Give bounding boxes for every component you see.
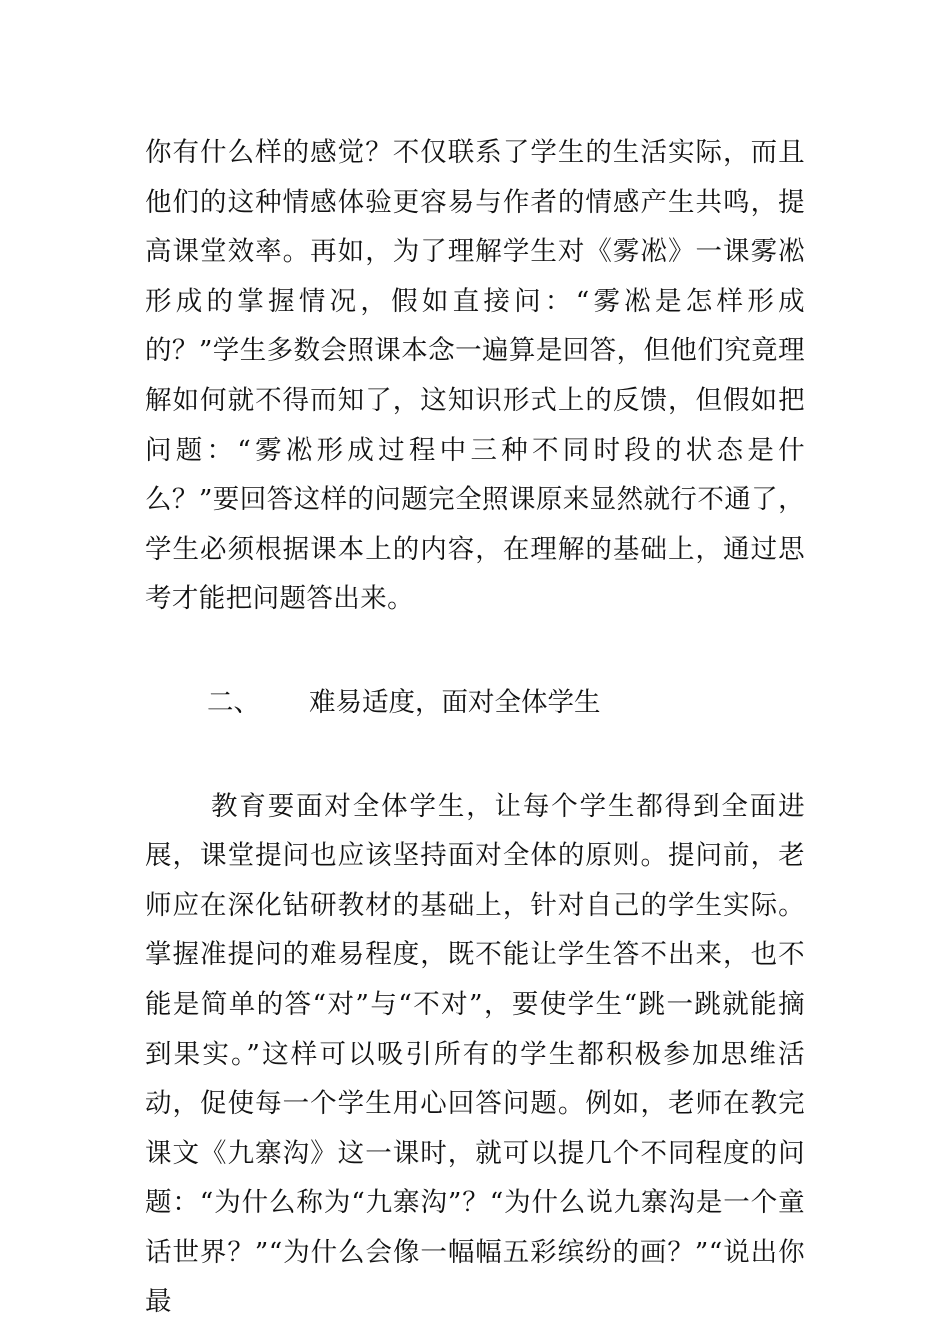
document-page [145, 128, 805, 1327]
section-title: 难易适度，面对全体学生 [309, 686, 601, 718]
paragraph-spacer [145, 728, 805, 782]
body-paragraph-1: 你有什么样的感觉？不仅联系了学生的生活实际，而且他们的这种情感体验更容易与作者的情感产生共鸣，提高课堂效率。再如，为了理解学生对《雾凇》一课雾凇形成的掌握情况，假如直接问：“雾凇是怎样形成的？”学生多数会照课本念一遍算是回答，但他们究竟理解如何就不得而知了，这知识形式上的反馈，但假如把问题：“雾凇形成过程中三种不同时段的状态是什么？”要回答这样的问题完全照课原来显然就行不通了，学生必须根据课本上的内容，在理解的基础上，通过思考才能把问题答出来。 [145, 137, 805, 615]
section-number: 二、 [207, 686, 260, 718]
paragraph-spacer [145, 624, 805, 678]
section-heading [145, 678, 805, 728]
body-paragraph-2: 教育要面对全体学生，让每个学生都得到全面进展，课堂提问也应该坚持面对全体的原则。提问前，老师应在深化钻研教材的基础上，针对自己的学生实际。掌握准提问的难易程度，既不能让学生答不出来，也不能是简单的答“对”与“不对”，要使学生“跳一跳就能摘到果实。”这样可以吸引所有的学生都积极参加思维活动，促使每一个学生用心回答问题。例如，老师在教完课文《九寨沟》这一课时，就可以提几个不同程度的问题：“为什么称为“九寨沟”？“为什么说九寨沟是一个童话世界？”“为什么会像一幅幅五彩缤纷的画？”“说出你最 [145, 790, 805, 1318]
